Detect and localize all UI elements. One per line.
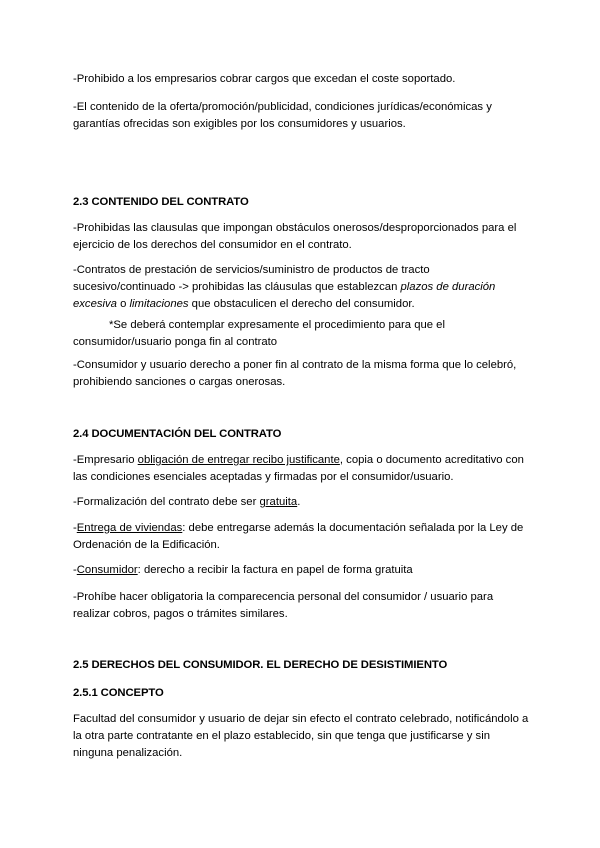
paragraph-tracto-sucesivo [73, 262, 533, 313]
underlined-gratuita: gratuita [259, 496, 298, 508]
italic-plazos: plazos de duración excesiva [73, 281, 496, 310]
paragraph-oferta: -El contenido de la oferta/promoción/publicidad, condiciones jurídicas/económicas y garantías ofrecidas son exigibles por los consumidores y usuarios. [73, 101, 492, 130]
text-run: , copia o documento acreditativo con las condiciones esenciales aceptadas y firmadas por el consumidor/usuario. [73, 454, 524, 483]
text-run: - [73, 564, 77, 576]
underlined-entrega-viviendas: Entrega de viviendas [76, 522, 183, 534]
paragraph-factura [73, 562, 533, 579]
heading-2-5: 2.5 DERECHOS DEL CONSUMIDOR. EL DERECHO DE DESISTIMIENTO [73, 659, 448, 671]
heading-2-3: 2.3 CONTENIDO DEL CONTRATO [73, 196, 249, 208]
heading-2-4: 2.4 DOCUMENTACIÓN DEL CONTRATO [73, 428, 282, 440]
text-run: - [73, 522, 77, 534]
text-run: : derecho a recibir la factura en papel de forma gratuita [137, 564, 413, 576]
paragraph-clausulas: -Prohibidas las clausulas que impongan obstáculos onerosos/desproporcionados para el ejercicio de los derechos del consumidor en el contrato. [73, 222, 517, 251]
italic-limitaciones: limitaciones [129, 298, 189, 310]
paragraph-procedimiento: *Se deberá contemplar expresamente el procedimiento para que el consumidor/usuario ponga fin al contrato [73, 319, 445, 348]
paragraph-poner-fin: -Consumidor y usuario derecho a poner fin al contrato de la misma forma que lo celebró, prohibiendo sanciones o cargas onerosas. [73, 359, 517, 388]
paragraph-comparecencia: -Prohíbe hacer obligatoria la comparecencia personal del consumidor / usuario para realizar cobros, pagos o trámites similares. [73, 591, 494, 620]
text-run: o [116, 298, 130, 310]
underlined-obligacion: obligación de entregar recibo justificante [137, 454, 340, 466]
text-run: que obstaculicen el derecho del consumidor. [188, 298, 415, 310]
text-run: . [297, 496, 301, 508]
paragraph-cargos: -Prohibido a los empresarios cobrar cargos que excedan el coste soportado. [73, 73, 456, 85]
text-run: : debe entregarse además la documentación señalada por la Ley de Ordenación de la Edificación. [73, 522, 524, 551]
paragraph-recibo [73, 452, 533, 486]
paragraph-concepto: Facultad del consumidor y usuario de dejar sin efecto el contrato celebrado, notificándolo a la otra parte contratante en el plazo establecido, sin que tenga que justificarse y sin ninguna penalización. [73, 713, 529, 759]
text-run: -Contratos de prestación de servicios/suministro de productos de tracto sucesivo/continuado -> prohibidas las cláusulas que establezcan [73, 264, 430, 293]
text-run: -Empresario [73, 454, 138, 466]
paragraph-formalizacion [73, 494, 533, 511]
paragraph-viviendas [73, 520, 533, 554]
heading-2-5-1: 2.5.1 CONCEPTO [73, 687, 164, 699]
underlined-consumidor: Consumidor [76, 564, 138, 576]
text-run: -Formalización del contrato debe ser [73, 496, 260, 508]
